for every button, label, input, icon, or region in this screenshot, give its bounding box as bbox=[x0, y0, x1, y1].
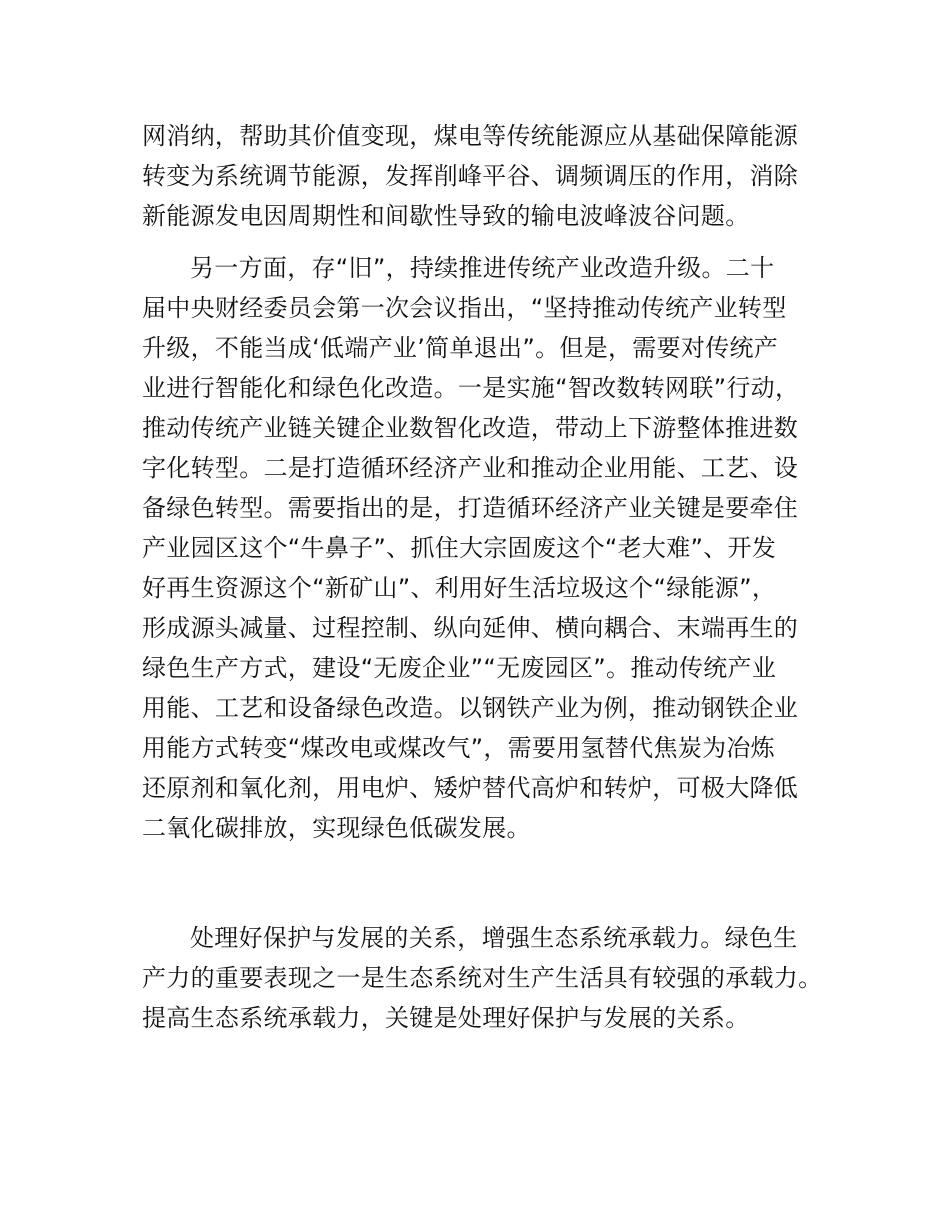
text-line: 届中央财经委员会第一次会议指出，“坚持推动传统产业转型 bbox=[142, 294, 787, 322]
text-line: 产业园区这个“牛鼻子”、抓住大宗固废这个“老大难”、开发 bbox=[142, 534, 777, 562]
text-line: 提高生态系统承载力，关键是处理好保护与发展的关系。 bbox=[142, 1004, 750, 1032]
text-line: 产力的重要表现之一是生态系统对生产生活具有较强的承载力。 bbox=[142, 964, 823, 992]
text-line: 新能源发电因周期性和间歇性导致的输电波峰波谷问题。 bbox=[142, 202, 750, 230]
text-line: 二氧化碳排放，实现绿色低碳发展。 bbox=[142, 814, 531, 842]
text-line: 字化转型。二是打造循环经济产业和推动企业用能、工艺、设 bbox=[142, 454, 799, 482]
text-line: 形成源头减量、过程控制、纵向延伸、横向耦合、末端再生的 bbox=[142, 614, 799, 642]
text-line: 另一方面，存“旧”，持续推进传统产业改造升级。二十 bbox=[190, 254, 775, 282]
paragraph-ecosystem-capacity bbox=[142, 918, 822, 1038]
text-line: 网消纳，帮助其价值变现，煤电等传统能源应从基础保障能源 bbox=[142, 122, 799, 150]
text-line: 用能方式转变“煤改电或煤改气”，需要用氢替代焦炭为冶炼 bbox=[142, 734, 775, 762]
text-line: 还原剂和氧化剂，用电炉、矮炉替代高炉和转炉，可极大降低 bbox=[142, 774, 799, 802]
text-line: 备绿色转型。需要指出的是，打造循环经济产业关键是要牵住 bbox=[142, 494, 799, 522]
text-line: 绿色生产方式，建设“无废企业”“无废园区”。推动传统产业 bbox=[142, 654, 777, 682]
paragraph-traditional-industry bbox=[142, 248, 822, 888]
text-line: 好再生资源这个“新矿山”、利用好生活垃圾这个“绿能源”， bbox=[142, 574, 777, 602]
text-line bbox=[142, 848, 822, 888]
text-line: 用能、工艺和设备绿色改造。以钢铁产业为例，推动钢铁企业 bbox=[142, 694, 799, 722]
text-line: 转变为系统调节能源，发挥削峰平谷、调频调压的作用，消除 bbox=[142, 162, 799, 190]
paragraph-continued bbox=[142, 116, 822, 236]
text-line: 业进行智能化和绿色化改造。一是实施“智改数转网联”行动， bbox=[142, 374, 800, 402]
text-line: 推动传统产业链关键企业数智化改造，带动上下游整体推进数 bbox=[142, 414, 799, 442]
text-line: 升级，不能当成‘低端产业’简单退出”。但是，需要对传统产 bbox=[142, 334, 779, 362]
text-line: 处理好保护与发展的关系，增强生态系统承载力。绿色生 bbox=[190, 924, 798, 952]
